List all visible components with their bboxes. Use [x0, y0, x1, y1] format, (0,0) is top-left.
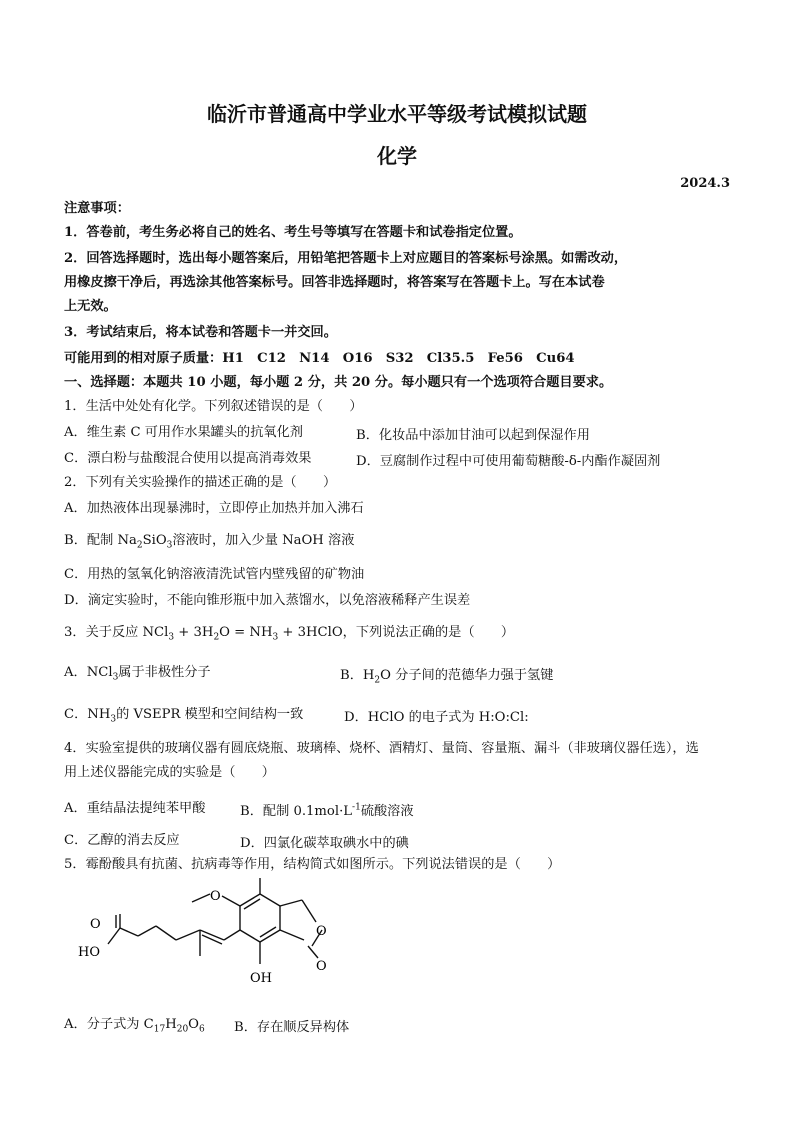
methoxy-o: O	[210, 889, 221, 904]
q4-option-d: D．四氯化碳萃取碘水中的碘	[240, 836, 409, 851]
q5-option-a: A．分子式为 $C_{17}H_{20}O_6$	[64, 1017, 205, 1035]
q1-option-c: C．漂白粉与盐酸混合使用以提高消毒效果	[64, 451, 312, 466]
q4-stem-2: 用上述仪器能完成的实验是（ ）	[64, 765, 275, 780]
q3-option-b: B．$H_2O$ 分子间的范德华力强于氢键	[340, 668, 554, 686]
section-heading: 一、选择题：本题共 10 小题，每小题 2 分，共 20 分。每小题只有一个选项符合题目要求。	[64, 375, 613, 390]
lactone-carbonyl-o: O	[316, 959, 327, 974]
acid-carbonyl-o: O	[90, 917, 101, 932]
q3-option-a: A．NCl$_3$属于非极性分子	[64, 665, 211, 683]
exam-date: 2024.3	[680, 176, 730, 191]
note-3: 3．考试结束后，将本试卷和答题卡一并交回。	[64, 325, 337, 340]
note-1: 1．答卷前，考生务必将自己的姓名、考生号等填写在答题卡和试卷指定位置。	[64, 225, 522, 240]
ring-o: O	[316, 924, 327, 939]
q1-option-d: D．豆腐制作过程中可使用葡萄糖酸-δ-内酯作凝固剂	[356, 454, 661, 469]
q2-option-c: C．用热的氢氧化钠溶液清洗试管内壁残留的矿物油	[64, 567, 365, 582]
q5-stem: 5．霉酚酸具有抗菌、抗病毒等作用，结构简式如图所示。下列说法错误的是（ ）	[64, 857, 561, 872]
q1-stem: 1．生活中处处有化学。下列叙述错误的是（ ）	[64, 399, 363, 414]
q5-option-b: B．存在顺反异构体	[234, 1020, 350, 1035]
notes-heading: 注意事项：	[64, 201, 130, 216]
q2-option-b: B．配制 $Na_2SiO_3$溶液时，加入少量 NaOH 溶液	[64, 533, 355, 551]
q2-option-a: A．加热液体出现暴沸时，立即停止加热并加入沸石	[64, 501, 364, 516]
acid-ho: HO	[78, 945, 100, 960]
phenol-oh: OH	[250, 971, 272, 986]
q4-stem-1: 4．实验室提供的玻璃仪器有圆底烧瓶、玻璃棒、烧杯、酒精灯、量筒、容量瓶、漏斗（非玻璃仪器任选），选	[64, 741, 699, 756]
q1-option-a: A．维生素 C 可用作水果罐头的抗氧化剂	[64, 425, 303, 440]
subject-title: 化学	[377, 144, 417, 168]
page-title: 临沂市普通高中学业水平等级考试模拟试题	[207, 102, 587, 126]
q3-stem: 3．关于反应 $NCl_3 + 3H_2O = NH_3$ + 3HClO，下列说法正确的是（ ）	[64, 625, 515, 643]
q4-option-c: C．乙醇的消去反应	[64, 833, 180, 848]
q2-stem: 2．下列有关实验操作的描述正确的是（ ）	[64, 475, 337, 490]
note-2a: 2．回答选择题时，选出每小题答案后，用铅笔把答题卡上对应题目的答案标号涂黑。如需改动，	[64, 251, 628, 266]
q1-option-b: B．化妆品中添加甘油可以起到保湿作用	[356, 428, 590, 443]
q4-option-a: A．重结晶法提纯苯甲酸	[64, 801, 206, 816]
note-2c: 上无效。	[64, 299, 117, 314]
note-2b: 用橡皮擦干净后，再选涂其他答案标号。回答非选择题时，将答案写在答题卡上。写在本试卷	[64, 275, 605, 290]
mycophenolic-acid-structure	[72, 878, 362, 998]
q3-option-d: D．HClO 的电子式为 H:O:Cl:	[344, 710, 529, 725]
q3-option-c: C．$NH_3$的 VSEPR 模型和空间结构一致	[64, 707, 304, 725]
q4-option-b: B．配制 $0.1mol\cdot L^{-1}$硫酸溶液	[240, 802, 414, 819]
atomic-masses: 可能用到的相对原子质量：H1 C12 N14 O16 S32 Cl35.5 Fe56 Cu64	[64, 351, 575, 366]
q2-option-d: D．滴定实验时，不能向锥形瓶中加入蒸馏水，以免溶液稀释产生误差	[64, 593, 471, 608]
